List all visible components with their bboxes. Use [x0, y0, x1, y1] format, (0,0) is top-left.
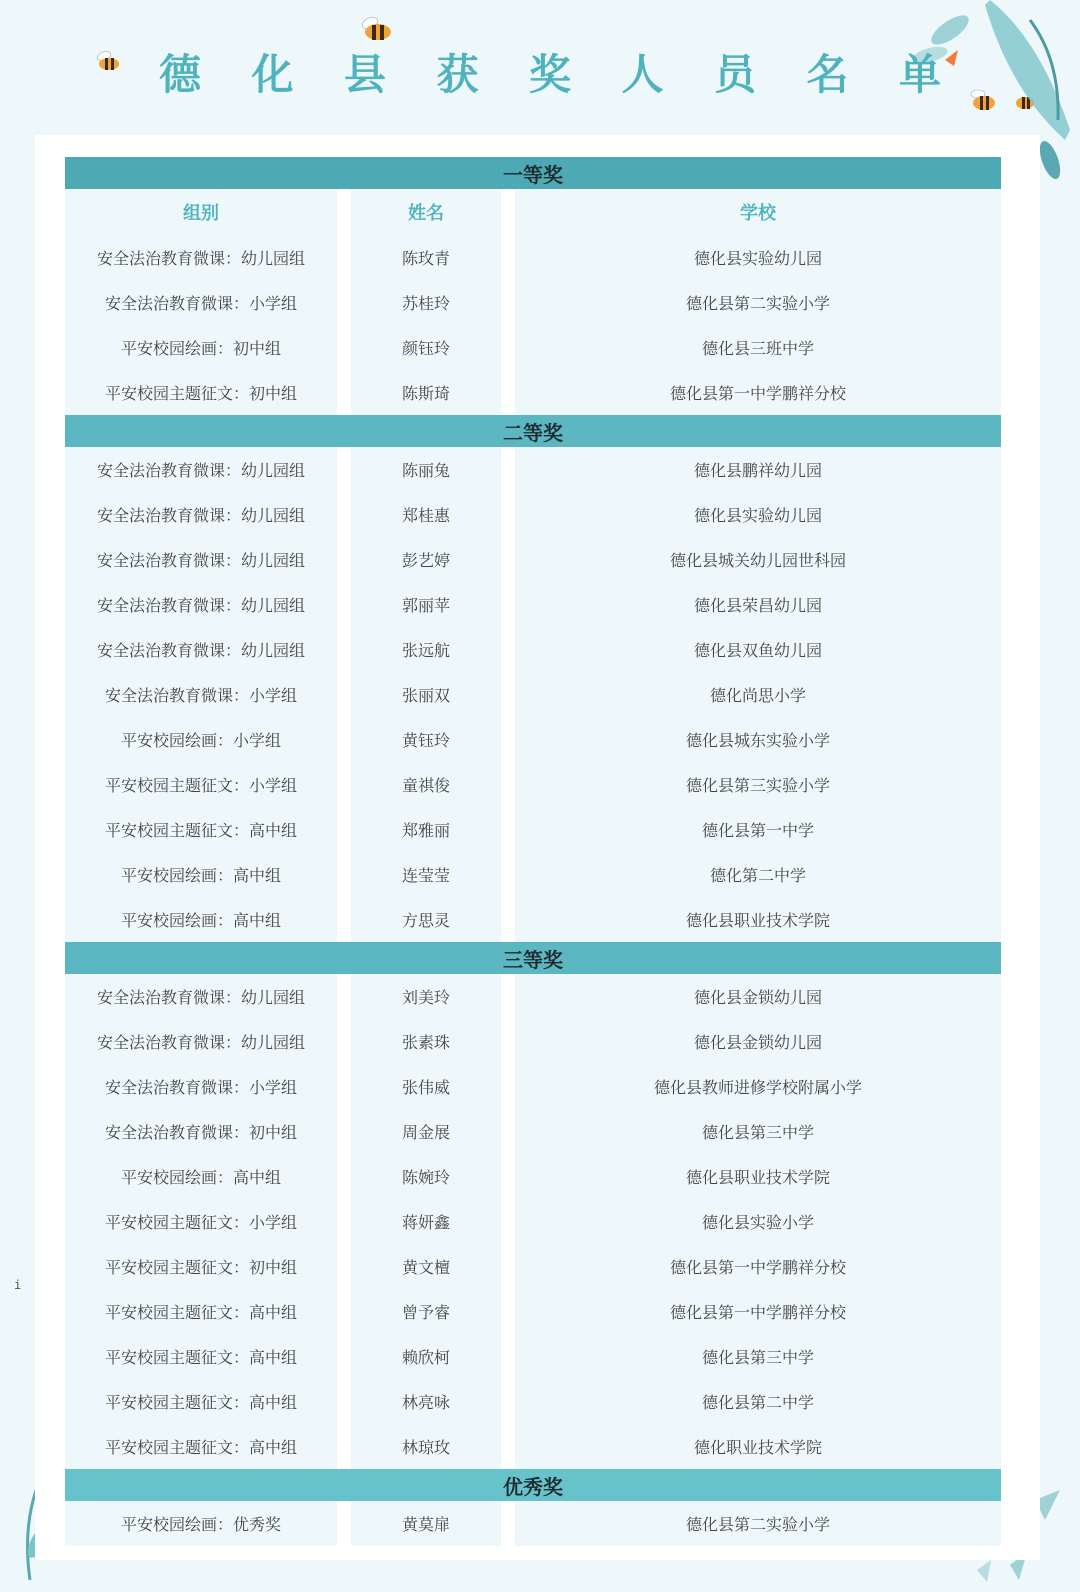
name-cell: 郑雅丽	[351, 807, 501, 852]
table-header-row	[65, 189, 1001, 235]
name-cell: 连莹莹	[351, 852, 501, 897]
name-cell: 陈婉玲	[351, 1154, 501, 1199]
award-section-header	[65, 1469, 1001, 1501]
group-cell: 平安校园主题征文：高中组	[65, 807, 337, 852]
award-section-label: 二等奖	[65, 415, 1001, 447]
table-row	[65, 1199, 1001, 1244]
school-cell: 德化县双鱼幼儿园	[515, 627, 1001, 672]
table-row	[65, 1109, 1001, 1154]
school-cell: 德化县第三中学	[515, 1109, 1001, 1154]
school-cell: 德化县教师进修学校附属小学	[515, 1064, 1001, 1109]
award-section-header	[65, 942, 1001, 974]
awards-table	[65, 157, 1001, 1546]
group-cell: 平安校园主题征文：初中组	[65, 370, 337, 415]
school-cell: 德化县第二实验小学	[515, 1501, 1001, 1546]
title-char: 县	[343, 50, 386, 99]
school-cell: 德化县第二中学	[515, 1379, 1001, 1424]
bee-icon	[356, 14, 396, 44]
group-cell: 安全法治教育微课：小学组	[65, 1064, 337, 1109]
award-section-header	[65, 157, 1001, 189]
table-row	[65, 897, 1001, 942]
school-cell: 德化第二中学	[515, 852, 1001, 897]
header-group: 组别	[65, 189, 337, 235]
school-cell: 德化县第一中学鹏祥分校	[515, 370, 1001, 415]
name-cell: 颜钰玲	[351, 325, 501, 370]
school-cell: 德化县城东实验小学	[515, 717, 1001, 762]
table-row	[65, 537, 1001, 582]
name-cell: 张素珠	[351, 1019, 501, 1064]
group-cell: 平安校园绘画：初中组	[65, 325, 337, 370]
award-section-header	[65, 415, 1001, 447]
name-cell: 张远航	[351, 627, 501, 672]
title-char: 德	[158, 50, 201, 99]
group-cell: 平安校园主题征文：初中组	[65, 1244, 337, 1289]
group-cell: 安全法治教育微课：小学组	[65, 280, 337, 325]
group-cell: 平安校园绘画：高中组	[65, 852, 337, 897]
group-cell: 平安校园主题征文：小学组	[65, 1199, 337, 1244]
table-row	[65, 280, 1001, 325]
table-row	[65, 492, 1001, 537]
group-cell: 安全法治教育微课：幼儿园组	[65, 492, 337, 537]
group-cell: 平安校园主题征文：高中组	[65, 1424, 337, 1469]
table-row	[65, 672, 1001, 717]
group-cell: 安全法治教育微课：幼儿园组	[65, 582, 337, 627]
school-cell: 德化县三班中学	[515, 325, 1001, 370]
school-cell: 德化县鹏祥幼儿园	[515, 447, 1001, 492]
school-cell: 德化县第三中学	[515, 1334, 1001, 1379]
school-cell: 德化县第三实验小学	[515, 762, 1001, 807]
table-row	[65, 1289, 1001, 1334]
table-row	[65, 370, 1001, 415]
title-char: 获	[436, 50, 479, 99]
award-section-label: 三等奖	[65, 942, 1001, 974]
title-char: 单	[898, 50, 941, 99]
name-cell: 陈玫青	[351, 235, 501, 280]
name-cell: 郑桂惠	[351, 492, 501, 537]
table-row	[65, 1244, 1001, 1289]
table-row	[65, 627, 1001, 672]
page-title	[150, 42, 950, 102]
table-row	[65, 974, 1001, 1019]
school-cell: 德化县荣昌幼儿园	[515, 582, 1001, 627]
name-cell: 彭艺婷	[351, 537, 501, 582]
name-cell: 张丽双	[351, 672, 501, 717]
group-cell: 平安校园主题征文：小学组	[65, 762, 337, 807]
name-cell: 蒋妍鑫	[351, 1199, 501, 1244]
name-cell: 刘美玲	[351, 974, 501, 1019]
school-cell: 德化县金锁幼儿园	[515, 974, 1001, 1019]
table-row	[65, 762, 1001, 807]
header-name: 姓名	[351, 189, 501, 235]
table-row	[65, 852, 1001, 897]
name-cell: 黄莫扉	[351, 1501, 501, 1546]
school-cell: 德化县实验幼儿园	[515, 235, 1001, 280]
group-cell: 平安校园绘画：优秀奖	[65, 1501, 337, 1546]
group-cell: 安全法治教育微课：幼儿园组	[65, 974, 337, 1019]
title-char: 名	[806, 50, 849, 99]
group-cell: 安全法治教育微课：幼儿园组	[65, 627, 337, 672]
name-cell: 林亮咏	[351, 1379, 501, 1424]
school-cell: 德化县职业技术学院	[515, 1154, 1001, 1199]
name-cell: 曾予睿	[351, 1289, 501, 1334]
table-row	[65, 717, 1001, 762]
title-char: 员	[713, 50, 756, 99]
name-cell: 苏桂玲	[351, 280, 501, 325]
name-cell: 周金展	[351, 1109, 501, 1154]
group-cell: 平安校园主题征文：高中组	[65, 1379, 337, 1424]
group-cell: 平安校园主题征文：高中组	[65, 1334, 337, 1379]
group-cell: 平安校园绘画：高中组	[65, 1154, 337, 1199]
school-cell: 德化尚思小学	[515, 672, 1001, 717]
header-school: 学校	[515, 189, 1001, 235]
group-cell: 安全法治教育微课：小学组	[65, 672, 337, 717]
name-cell: 陈斯琦	[351, 370, 501, 415]
group-cell: 平安校园绘画：小学组	[65, 717, 337, 762]
award-section-label: 一等奖	[65, 157, 1001, 189]
school-cell: 德化县金锁幼儿园	[515, 1019, 1001, 1064]
school-cell: 德化县实验小学	[515, 1199, 1001, 1244]
table-row	[65, 1501, 1001, 1546]
stray-mark: i	[14, 1278, 22, 1292]
school-cell: 德化县第一中学鹏祥分校	[515, 1244, 1001, 1289]
title-char: 奖	[528, 50, 571, 99]
table-row	[65, 1334, 1001, 1379]
school-cell: 德化县第一中学鹏祥分校	[515, 1289, 1001, 1334]
bee-icon	[92, 48, 124, 74]
table-row	[65, 582, 1001, 627]
group-cell: 平安校园绘画：高中组	[65, 897, 337, 942]
group-cell: 安全法治教育微课：初中组	[65, 1109, 337, 1154]
title-char: 人	[621, 50, 664, 99]
school-cell: 德化县第二实验小学	[515, 280, 1001, 325]
table-row	[65, 447, 1001, 492]
group-cell: 平安校园主题征文：高中组	[65, 1289, 337, 1334]
table-row	[65, 1154, 1001, 1199]
name-cell: 赖欣柯	[351, 1334, 501, 1379]
group-cell: 安全法治教育微课：幼儿园组	[65, 1019, 337, 1064]
name-cell: 陈丽兔	[351, 447, 501, 492]
table-row	[65, 1424, 1001, 1469]
table-row	[65, 1379, 1001, 1424]
name-cell: 方思灵	[351, 897, 501, 942]
school-cell: 德化县第一中学	[515, 807, 1001, 852]
name-cell: 童祺俊	[351, 762, 501, 807]
school-cell: 德化县职业技术学院	[515, 897, 1001, 942]
table-row	[65, 1019, 1001, 1064]
table-row	[65, 1064, 1001, 1109]
group-cell: 安全法治教育微课：幼儿园组	[65, 447, 337, 492]
group-cell: 安全法治教育微课：幼儿园组	[65, 537, 337, 582]
award-section-label: 优秀奖	[65, 1469, 1001, 1501]
name-cell: 林琼玫	[351, 1424, 501, 1469]
school-cell: 德化职业技术学院	[515, 1424, 1001, 1469]
school-cell: 德化县城关幼儿园世科园	[515, 537, 1001, 582]
name-cell: 黄钰玲	[351, 717, 501, 762]
name-cell: 郭丽苹	[351, 582, 501, 627]
title-char: 化	[251, 50, 294, 99]
name-cell: 张伟威	[351, 1064, 501, 1109]
table-row	[65, 235, 1001, 280]
group-cell: 安全法治教育微课：幼儿园组	[65, 235, 337, 280]
table-row	[65, 807, 1001, 852]
school-cell: 德化县实验幼儿园	[515, 492, 1001, 537]
name-cell: 黄文檀	[351, 1244, 501, 1289]
table-row	[65, 325, 1001, 370]
